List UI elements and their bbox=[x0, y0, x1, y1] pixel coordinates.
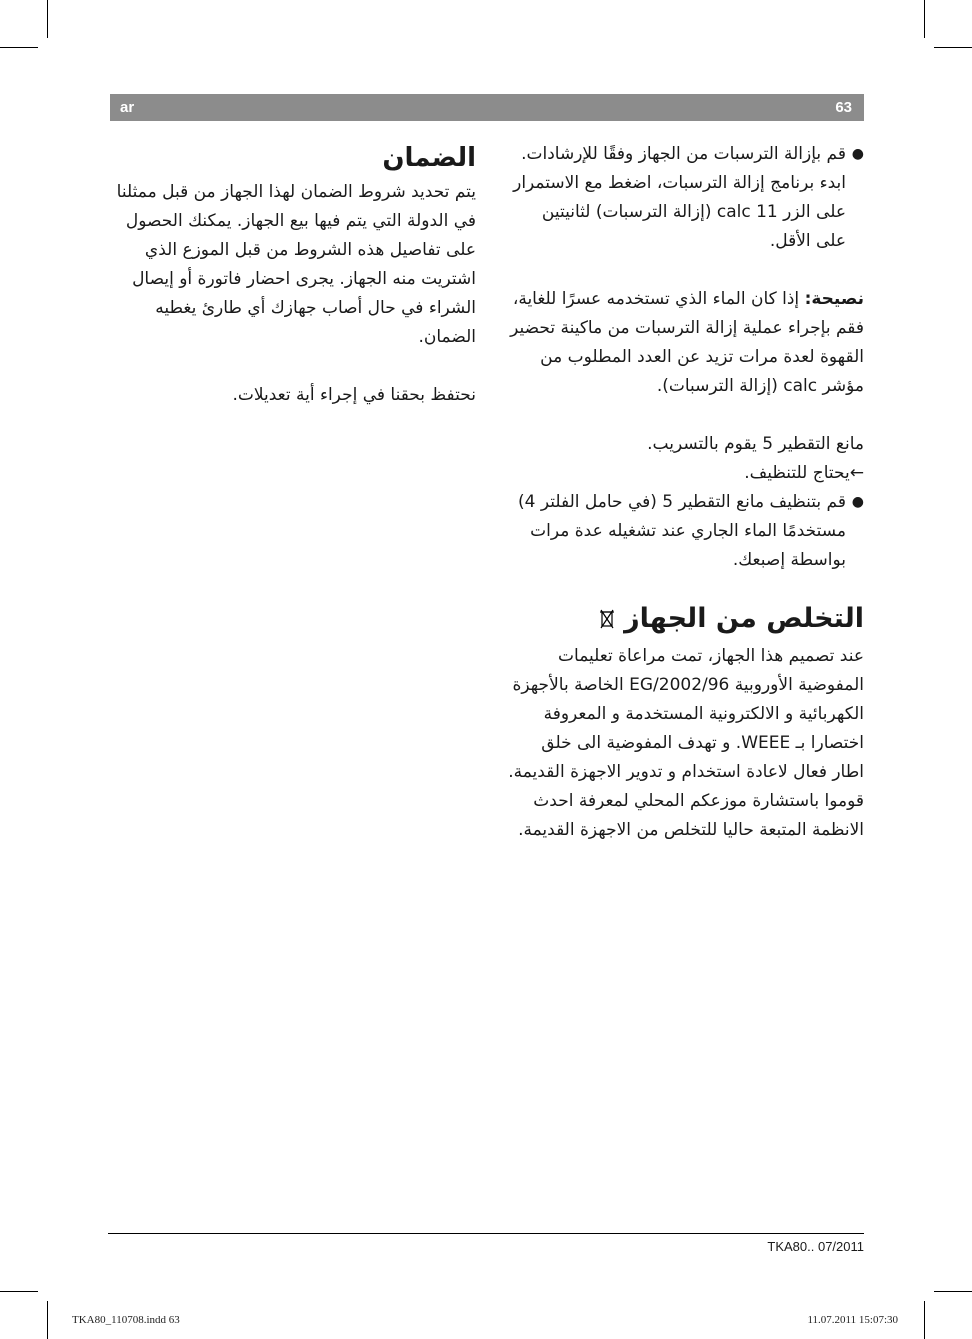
crop-mark-top-right-h bbox=[934, 47, 972, 48]
crop-mark-bottom-right-h bbox=[934, 1291, 972, 1292]
crop-mark-top-left-h bbox=[0, 47, 38, 48]
crop-mark-bottom-right-v bbox=[924, 1301, 925, 1339]
bin-icon bbox=[599, 611, 615, 632]
bullet-dot-icon: ● bbox=[851, 146, 864, 162]
crop-mark-top-left-v bbox=[47, 0, 48, 38]
crop-mark-bottom-left-h bbox=[0, 1291, 38, 1292]
footer-divider bbox=[108, 1233, 864, 1234]
arrow-icon: ← bbox=[849, 463, 864, 483]
drip-stop-clean-text: قم بتنظيف مانع التقطير 5 (في حامل الفلتر 4) مستخدمًا الماء الجاري عند تشغيله عدة مرات بواسطة إصبعك. bbox=[517, 492, 846, 570]
page-number: 63 bbox=[835, 99, 852, 116]
disposal-text: عند تصميم هذا الجهاز، تمت مراعاة تعليمات المفوضية الأوروبية 2002/96/EG الخاصة بالأجهزة الكهربائية و الالكترونية المستخدمة و المعروفة اختصارا بـ WEEE. و تهدف المفوضية الى خلق اطار فعال لاعادة استخدام و تدوير الاجهزة القديمة. قوموا باستشارة موزعكم المحلي لمعرفة احدث الانظمة المتبعة حاليا للتخلص من الاجهزة القديمة. bbox=[508, 646, 864, 840]
needs-cleaning-text: يحتاج للتنظيف. bbox=[744, 463, 850, 483]
drip-stop-clean-bullet bbox=[508, 488, 864, 575]
tip-label: نصيحة: bbox=[804, 289, 864, 309]
tip-text: إذا كان الماء الذي تستخدمه عسرًا للغاية، فقم بإجراء عملية إزالة الترسبات من ماكينة تحضير القهوة لعدة مرات تزيد عن العدد المطلوب من مؤشر calc (إزالة الترسبات). bbox=[510, 289, 864, 396]
print-slug-file: TKA80_110708.indd 63 bbox=[72, 1314, 180, 1326]
needs-cleaning-line bbox=[508, 459, 864, 488]
crop-mark-top-right-v bbox=[924, 0, 925, 38]
warranty-heading: الضمان bbox=[382, 143, 476, 173]
descaling-bullet bbox=[508, 140, 864, 256]
language-code: ar bbox=[120, 99, 135, 116]
warranty-text: يتم تحديد شروط الضمان لهذا الجهاز من قبل ممثلنا في الدولة التي يتم فيها بيع الجهاز. يمكنك الحصول على تفاصيل هذه الشروط من قبل الموزع الذي اشتريت منه الجهاز. يجرى احضار فاتورة أو إيصال الشراء في حال أصاب جهازك أي طارئ يغطيه الضمان. bbox=[116, 182, 476, 347]
model-date: TKA80.. 07/2011 bbox=[767, 1239, 864, 1254]
print-slug-date: 11.07.2011 15:07:30 bbox=[807, 1314, 898, 1326]
disposal-title: التخلص من الجهاز bbox=[624, 603, 864, 634]
reserve-rights-text: نحتفظ بحقنا في إجراء أية تعديلات. bbox=[232, 385, 476, 405]
disposal-heading bbox=[508, 599, 864, 642]
left-column bbox=[108, 140, 476, 410]
page-header-bar bbox=[110, 94, 864, 121]
drip-stop-leaking: مانع التقطير 5 يقوم بالتسريب. bbox=[647, 434, 864, 454]
descaling-instructions: قم بإزالة الترسبات من الجهاز وفقًا للإرشادات. ابدء برنامج إزالة الترسبات، اضغط مع الاستمرار على الزر 11 calc (إزالة الترسبات) لثانيتين على الأقل. bbox=[513, 144, 846, 251]
right-column bbox=[508, 140, 864, 845]
crop-mark-bottom-left-v bbox=[47, 1301, 48, 1339]
tip-paragraph bbox=[508, 285, 864, 401]
bullet-dot-icon: ● bbox=[851, 494, 864, 510]
